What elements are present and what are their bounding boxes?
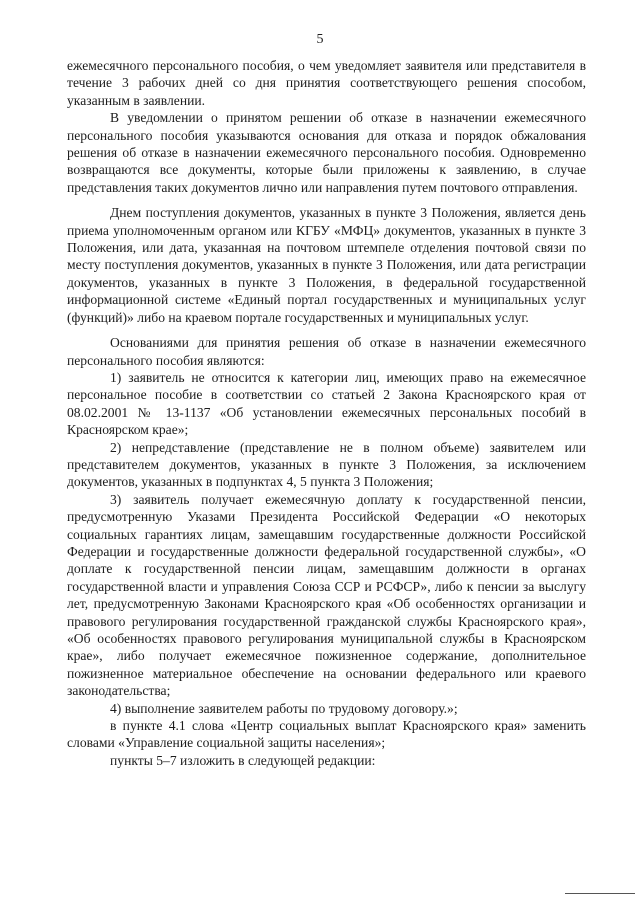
- paragraph-receipt-date: Днем поступления документов, указанных в пункте 3 Положения, является день приема уполномоченным органом или КГБУ «МФЦ» документов, указанных в пункте 3 Положения, или дата, указанная на почтовом штемпеле отделения почтовой связи по месту поступления документов, указанных в пункте 3 Положения, или дата регистрации документов, указанных в пункте 3 Положения, в федеральной государственной информационной системе «Единый портал государственных и муниципальных услуг (функций)» либо на краевом портале государственных и муниципальных услуг.: [67, 205, 586, 325]
- paragraph-refusal-notice: В уведомлении о принятом решении об отказе в назначении ежемесячного персонального пособия указываются основания для отказа и порядок обжалования решения об отказе в назначении ежемесячного персонального пособия. Одновременно возвращаются все документы, которые были приложены к заявлению, в случае представления таких документов лично или направления путем почтового отправления.: [67, 110, 586, 195]
- list-item-ground-4: 4) выполнение заявителем работы по трудовому договору.»;: [110, 700, 458, 716]
- paragraph-notification-end: ежемесячного персонального пособия, о чем уведомляет заявителя или представителя в течение 3 рабочих дней со дня принятия соответствующего решения способом, указанным в заявлении.: [67, 58, 586, 108]
- paragraph-refusal-grounds: Основаниями для принятия решения об отказе в назначении ежемесячного персонального пособия являются:: [67, 335, 586, 368]
- page-number: 5: [316, 32, 324, 47]
- paragraph-amendment-4-1: в пункте 4.1 слова «Центр социальных выплат Красноярского края» заменить словами «Управление социальной защиты населения»;: [67, 718, 586, 751]
- paragraph-amendment-5-7: пункты 5–7 изложить в следующей редакции:: [110, 752, 376, 768]
- list-item-ground-1: 1) заявитель не относится к категории лиц, имеющих право на ежемесячное персональное пособие в соответствии со статьей 2 Закона Красноярского края от 08.02.2001 № 13-1137 «Об установлении ежемесячных персональных пособий в Красноярском крае»;: [67, 369, 586, 438]
- list-item-ground-2: 2) непредставление (представление не в полном объеме) заявителем или представителем документов, указанных в пункте 3 Положения, за исключением документов, указанных в подпунктах 4, 5 пункта 3 Положения;: [67, 439, 586, 490]
- list-item-ground-3: 3) заявитель получает ежемесячную доплату к государственной пенсии, предусмотренную Указами Президента Российской Федерации «О некоторых социальных гарантиях лицам, замещавшим государственные должности Российской Федерации и государственные должности федеральной государственной службы», «О доплате к государственной пенсии лицам, замещавшим должности в органах государственной власти и управления Союза ССР и РСФСР», либо к пенсии за выслугу лет, предусмотренную Законами Красноярского края «Об особенностях организации и правового регулирования государственной гражданской службы Красноярского края», «Об особенностях правового регулирования муниципальной службы в Красноярском крае», либо получает ежемесячное пожизненное содержание, дополнительное пожизненное материальное обеспечение на основании федерального или краевого законодательства;: [67, 491, 586, 699]
- scan-edge-rule: [565, 893, 635, 894]
- document-body: [67, 57, 586, 769]
